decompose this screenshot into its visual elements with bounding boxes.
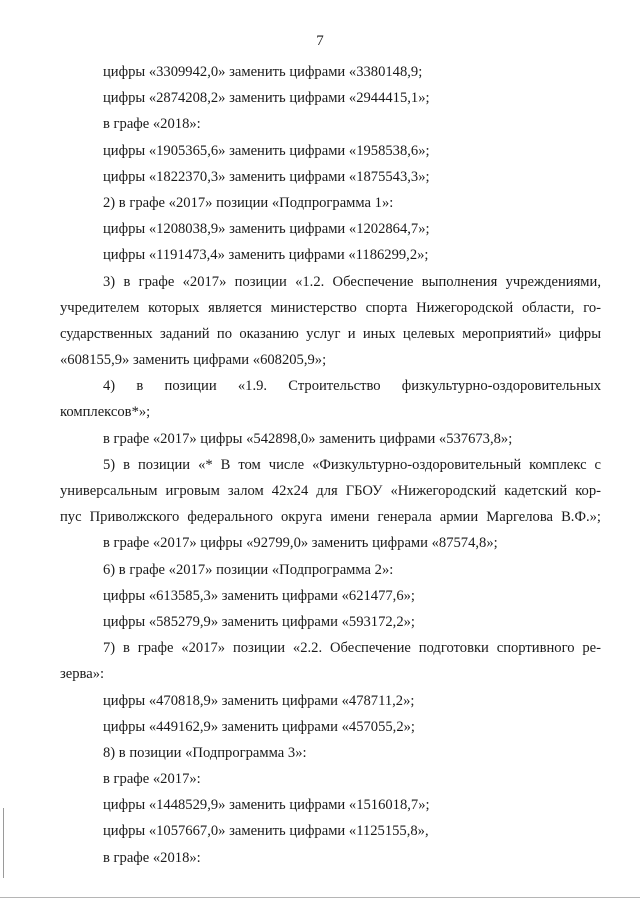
text-line: цифры «613585,3» заменить цифрами «621477,6»; (103, 587, 415, 604)
text-line: цифры «470818,9» заменить цифрами «478711,2»; (103, 692, 415, 709)
text-line: 2) в графе «2017» позиции «Подпрограмма 1»: (103, 194, 394, 211)
text-line: цифры «1905365,6» заменить цифрами «1958538,6»; (103, 142, 430, 159)
text-line: цифры «1822370,3» заменить цифрами «1875543,3»; (103, 168, 430, 185)
text-line: 8) в позиции «Подпрограмма 3»: (103, 744, 307, 761)
document-body (60, 59, 601, 871)
page-bottom-edge (0, 897, 640, 898)
text-line: цифры «1448529,9» заменить цифрами «1516018,7»; (103, 797, 430, 814)
text-line: 6) в графе «2017» позиции «Подпрограмма 2»: (103, 561, 394, 578)
text-line: в графе «2018»: (103, 849, 201, 866)
page-number: 7 (316, 33, 324, 49)
paragraph-line: 4) в позиции «1.9. Строительство физкультурно-оздоровительных (103, 378, 601, 395)
text-line: цифры «1191473,4» заменить цифрами «1186299,2»; (103, 247, 429, 264)
paragraph-line: 5) в позиции «* В том числе «Физкультурно-оздоровительный комплекс с (103, 456, 601, 473)
paragraph-line: 3) в графе «2017» позиции «1.2. Обеспечение выполнения учреждениями, (103, 273, 601, 290)
paragraph-line: зерва»: (60, 666, 105, 683)
paragraph-line: «608155,9» заменить цифрами «608205,9»; (60, 352, 327, 369)
text-line: цифры «2874208,2» заменить цифрами «2944415,1»; (103, 90, 430, 107)
paragraph-line: универсальным игровым залом 42х24 для ГБОУ «Нижегородский кадетский кор- (60, 483, 601, 499)
paragraph-line: пус Приволжского федерального округа имени генерала армии Маргелова В.Ф.»; (60, 509, 601, 526)
paragraph-line: учредителем которых является министерство спорта Нижегородской области, го- (60, 299, 601, 316)
text-line: цифры «449162,9» заменить цифрами «457055,2»; (103, 718, 415, 735)
paragraph-line: сударственных заданий по оказанию услуг и иных целевых мероприятий» цифры (60, 325, 601, 342)
text-line: в графе «2017» цифры «92799,0» заменить цифрами «87574,8»; (103, 535, 498, 552)
text-line: цифры «1208038,9» заменить цифрами «1202864,7»; (103, 221, 430, 238)
paragraph-line: комплексов*»; (60, 404, 151, 421)
text-line: в графе «2018»: (103, 116, 201, 133)
margin-scan-mark (3, 808, 4, 878)
text-line: в графе «2017»: (103, 771, 201, 788)
text-line: цифры «3309942,0» заменить цифрами «3380148,9; (103, 64, 423, 80)
text-line: в графе «2017» цифры «542898,0» заменить цифрами «537673,8»; (103, 430, 513, 447)
text-line: цифры «585279,9» заменить цифрами «593172,2»; (103, 613, 415, 630)
text-line: цифры «1057667,0» заменить цифрами «1125155,8», (103, 823, 429, 840)
paragraph-line: 7) в графе «2017» позиции «2.2. Обеспечение подготовки спортивного ре- (103, 640, 601, 657)
